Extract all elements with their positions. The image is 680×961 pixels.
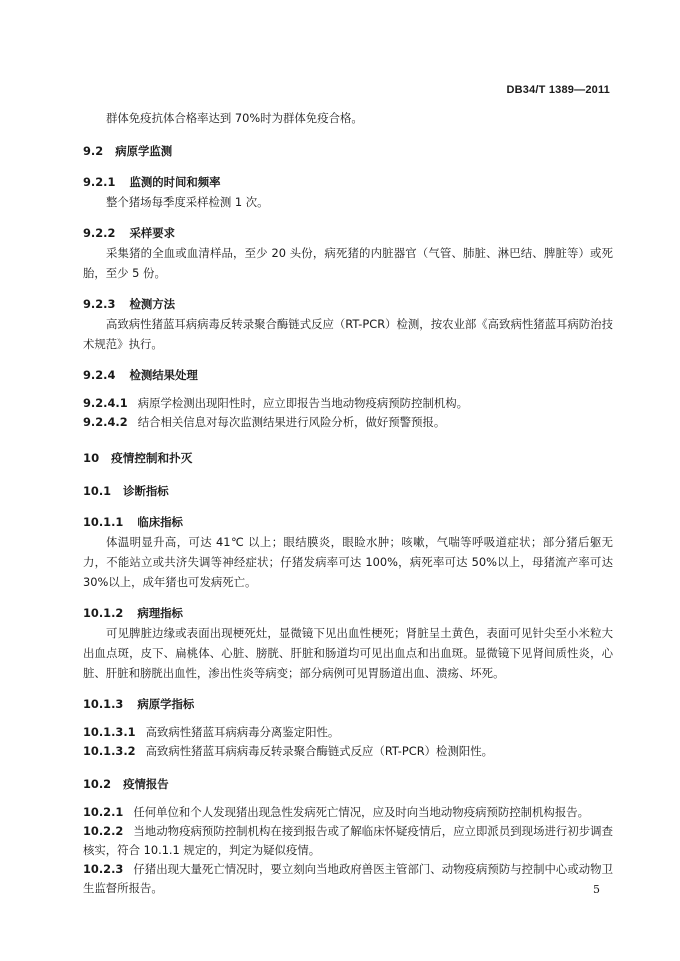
heading-title: 病理指标: [137, 606, 183, 620]
clause-text: 任何单位和个人发现猪出现急性发病死亡情况，应及时向当地动物疫病预防控制机构报告。: [133, 805, 589, 819]
body-paragraph: 可见脾脏边缘或表面出现梗死灶，显微镜下见出血性梗死；肾脏呈土黄色，表面可见针尖至小米粒大出血点斑，皮下、扁桃体、心脏、膀胱、肝脏和肠道均可见出血点和出血斑。显微镜下见肾间质性炎，心脏、肝脏和膀胱出血性，渗出性炎等病变；部分病例可见胃肠道出血、溃疡、坏死。: [83, 626, 613, 680]
heading-title: 检测方法: [129, 297, 176, 311]
numbered-clause: [83, 413, 613, 432]
heading-number: 9.2.3: [83, 297, 116, 311]
heading-number: 9.2.4: [83, 368, 116, 382]
clause-text: 高致病性猪蓝耳病病毒分离鉴定阳性。: [145, 725, 340, 739]
heading-number: 9.2.1: [83, 175, 116, 189]
clause-number: 9.2.4.1: [83, 396, 128, 410]
page-number: 5: [593, 883, 600, 896]
body-paragraph: 高致病性猪蓝耳病病毒反转录聚合酶链式反应（RT-PCR）检测，按农业部《高致病性猪蓝耳病防治技术规范》执行。: [83, 317, 613, 351]
heading-title: 诊断指标: [123, 484, 169, 498]
chapter-heading: [83, 448, 613, 468]
heading-number: 10.1.1: [83, 515, 124, 529]
clause-text: 高致病性猪蓝耳病病毒反转录聚合酶链式反应（RT-PCR）检测阳性。: [145, 744, 494, 758]
clause-number: 10.2.2: [83, 824, 124, 838]
clause-number: 10.1.3.1: [83, 725, 136, 739]
section-heading: [83, 223, 613, 243]
clause-number: 10.2.3: [83, 862, 124, 876]
clause-text: 当地动物疫病预防控制机构在接到报告或了解临床怀疑疫情后，应立即派员到现场进行初步调查核实，符合 10.1.1 规定的，判定为疑似疫情。: [83, 824, 613, 857]
document-code: DB34/T 1389—2011: [506, 84, 610, 96]
heading-title: 检测结果处理: [129, 368, 198, 382]
heading-number: 10: [83, 451, 100, 465]
clause-text: 仔猪出现大量死亡情况时，要立刻向当地政府兽医主管部门、动物疫病预防与控制中心或动物卫生监督所报告。: [83, 862, 613, 895]
clause-number: 9.2.4.2: [83, 415, 128, 429]
section-heading: [83, 481, 613, 501]
heading-title: 临床指标: [137, 515, 183, 529]
heading-number: 10.1.3: [83, 697, 124, 711]
numbered-clause: [83, 822, 613, 860]
heading-title: 监测的时间和频率: [129, 175, 221, 189]
heading-title: 疫情报告: [123, 777, 169, 791]
section-heading: [83, 603, 613, 623]
body-paragraph: 整个猪场每季度采样检测 1 次。: [106, 195, 269, 209]
body-paragraph: 体温明显升高，可达 41℃ 以上；眼结膜炎，眼睑水肿；咳嗽，气喘等呼吸道症状；部分猪后躯无力，不能站立或共济失调等神经症状；仔猪发病率可达 100%，病死率可达 50%以上，母猪流产率可达 30%以上，成年猪也可发病死亡。: [83, 535, 613, 589]
heading-number: 9.2.2: [83, 226, 116, 240]
section-heading: [83, 294, 613, 314]
document-body: [83, 108, 613, 898]
section-heading: [83, 774, 613, 794]
numbered-clause: [83, 394, 613, 413]
section-heading: [83, 512, 613, 532]
numbered-clause: [83, 742, 613, 761]
heading-title: 病原学指标: [137, 697, 195, 711]
section-heading: [83, 694, 613, 714]
clause-number: 10.1.3.2: [83, 744, 136, 758]
clause-text: 病原学检测出现阳性时，应立即报告当地动物疫病预防控制机构。: [137, 396, 469, 410]
heading-number: 10.1: [83, 484, 112, 498]
numbered-clause: [83, 723, 613, 742]
section-heading: [83, 365, 613, 385]
section-heading: [83, 172, 613, 192]
body-paragraph: 采集猪的全血或血清样品，至少 20 头份，病死猪的内脏器官（气管、肺脏、淋巴结、脾脏等）或死胎，至少 5 份。: [83, 246, 613, 280]
section-heading: [83, 141, 613, 161]
heading-number: 10.1.2: [83, 606, 124, 620]
heading-number: 10.2: [83, 777, 112, 791]
numbered-clause: [83, 803, 613, 822]
heading-number: 9.2: [83, 144, 104, 158]
heading-title: 病原学监测: [115, 144, 173, 158]
heading-title: 采样要求: [129, 226, 176, 240]
clause-text: 结合相关信息对每次监测结果进行风险分析，做好预警预报。: [137, 415, 446, 429]
heading-title: 疫情控制和扑灭: [111, 451, 193, 465]
body-paragraph: 群体免疫抗体合格率达到 70%时为群体免疫合格。: [106, 111, 363, 125]
numbered-clause: [83, 860, 613, 898]
clause-number: 10.2.1: [83, 805, 124, 819]
